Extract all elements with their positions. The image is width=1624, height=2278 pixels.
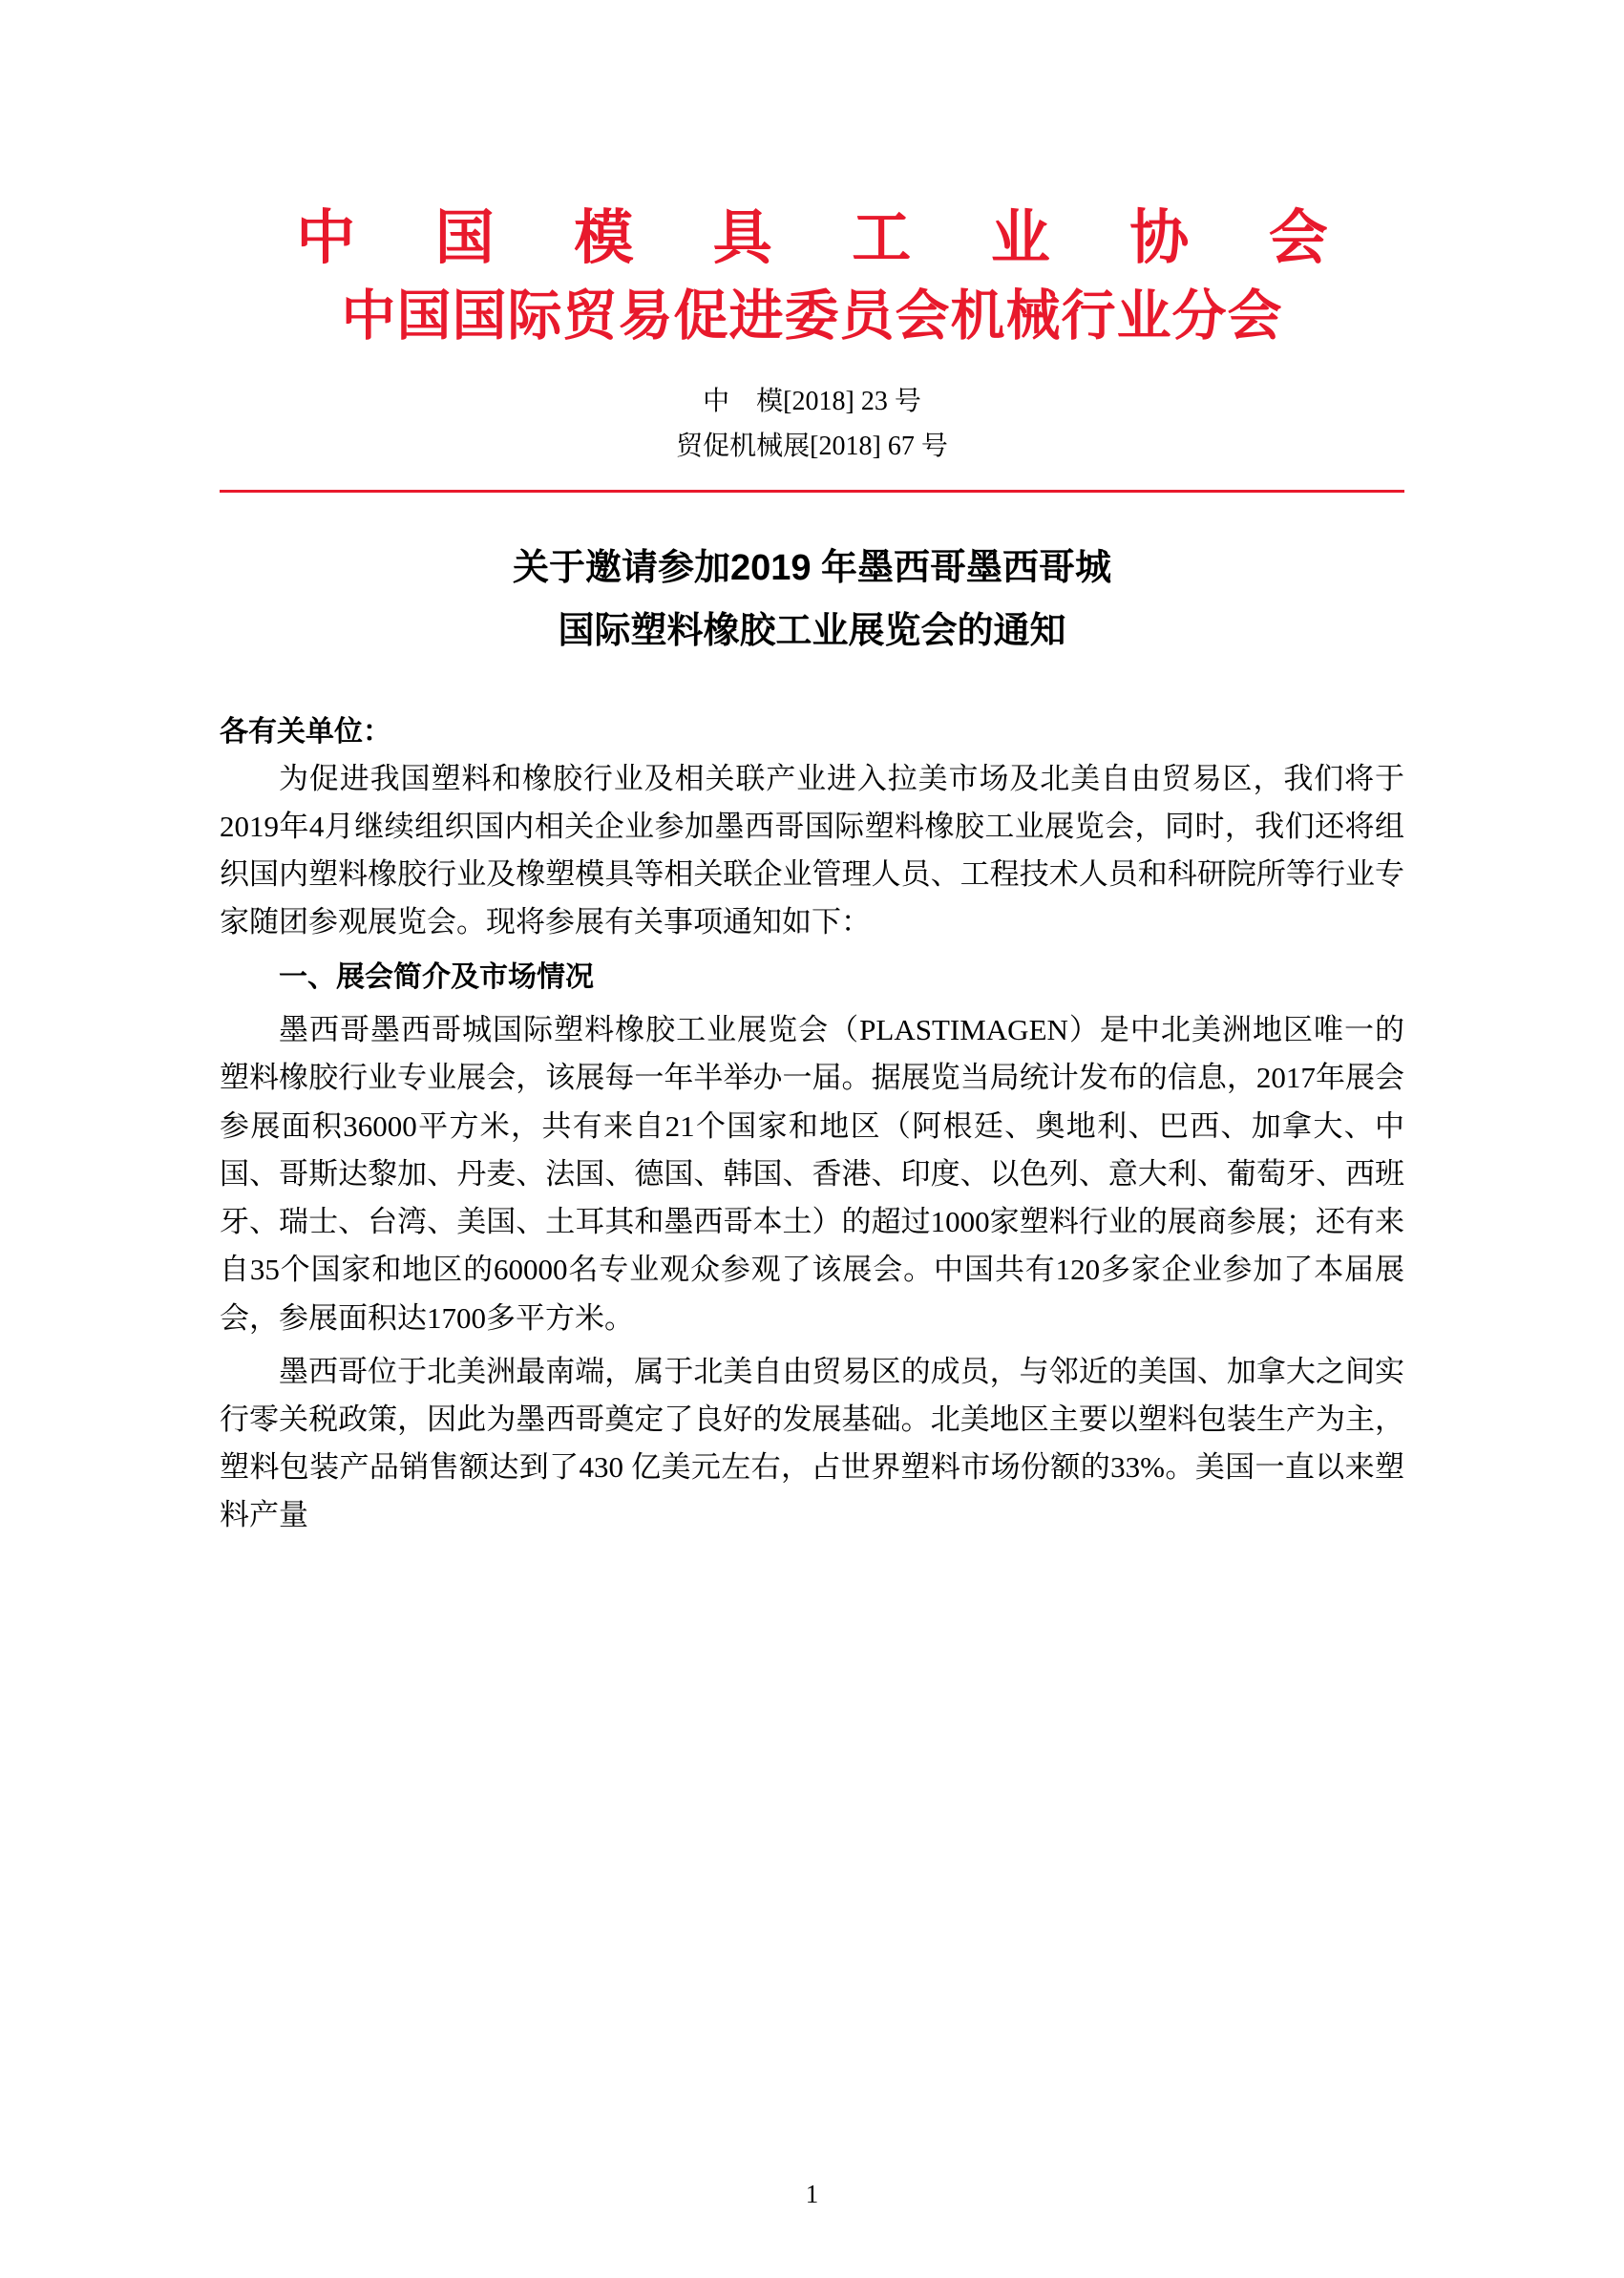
header-divider: [220, 490, 1404, 493]
section-1-paragraph-2: 墨西哥位于北美洲最南端，属于北美自由贸易区的成员，与邻近的美国、加拿大之间实行零关税政策，因此为墨西哥奠定了良好的发展基础。北美地区主要以塑料包装生产为主，塑料包装产品销售额达到了430 亿美元左右，占世界塑料市场份额的33%。美国一直以来塑料产量: [220, 1354, 1404, 1532]
page-title-line-2: 国际塑料橡胶工业展览会的通知: [558, 611, 1066, 652]
page-number: 1: [805, 2180, 819, 2208]
organization-name-primary: 中 国 模 具 工 业 协 会: [296, 206, 1360, 271]
page-title: [220, 537, 1404, 664]
document-number-secondary: 贸促机械展[2018] 67 号: [676, 431, 948, 461]
intro-paragraph: 为促进我国塑料和橡胶行业及相关联产业进入拉美市场及北美自由贸易区，我们将于2019年4月继续组织国内相关企业参加墨西哥国际塑料橡胶工业展览会，同时，我们还将组织国内塑料橡胶行业及橡塑模具等相关联企业管理人员、工程技术人员和科研院所等行业专家随团参观展览会。现将参展有关事项通知如下：: [220, 761, 1404, 939]
organization-name-secondary: 中国国际贸易促进委员会机械行业分会: [341, 285, 1283, 348]
salutation: 各有关单位：: [220, 715, 391, 748]
letterhead: [220, 205, 1404, 351]
section-1-paragraph-1: 墨西哥墨西哥城国际塑料橡胶工业展览会（PLASTIMAGEN）是中北美洲地区唯一的塑料橡胶行业专业展会，该展每一年半举办一届。据展览当局统计发布的信息，2017年展会参展面积36000平方米，共有来自21个国家和地区（阿根廷、奥地利、巴西、加拿大、中国、哥斯达黎加、丹麦、法国、德国、韩国、香港、印度、以色列、意大利、葡萄牙、西班牙、瑞士、台湾、美国、土耳其和墨西哥本土）的超过1000家塑料行业的展商参展；还有来自35个国家和地区的60000名专业观众参观了该展会。中国共有120多家企业参加了本届展会，参展面积达1700多平方米。: [220, 1013, 1404, 1335]
document-numbers: [220, 380, 1404, 468]
section-heading-1: 一、展会简介及市场情况: [279, 960, 594, 993]
document-number-primary: 中 模[2018] 23 号: [703, 387, 921, 417]
page-title-line-1: 关于邀请参加2019 年墨西哥墨西哥城: [512, 547, 1112, 588]
